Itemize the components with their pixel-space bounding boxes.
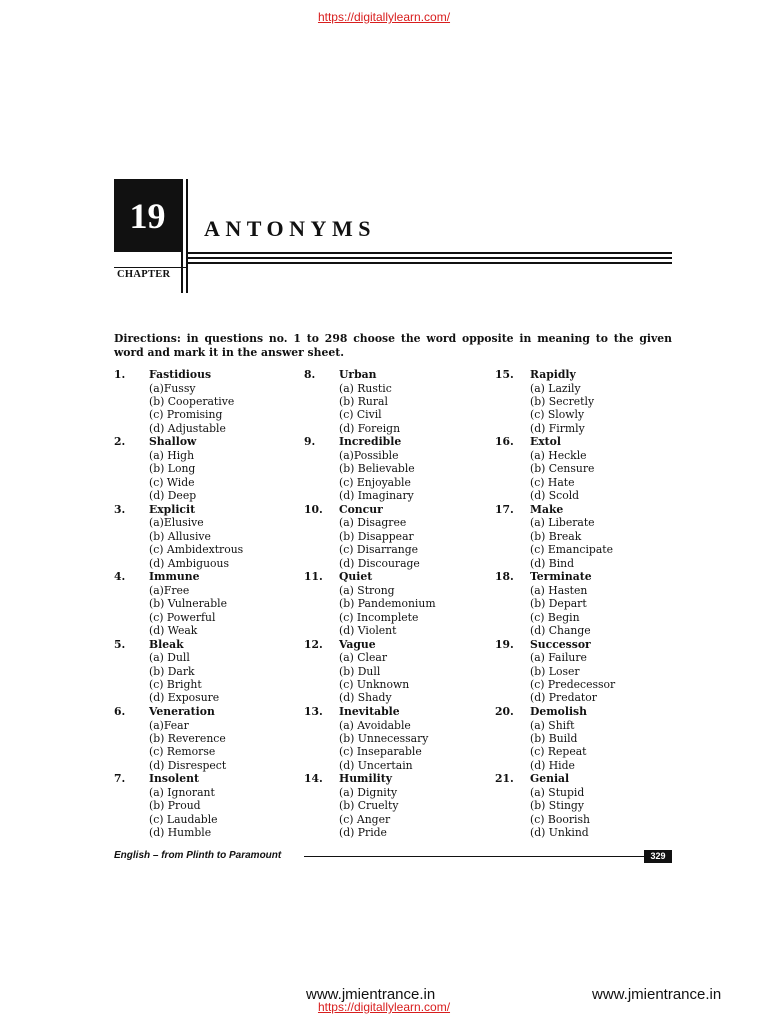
answer-option: (c) Inseparable (339, 745, 422, 759)
watermark-left: www.jmientrance.in (306, 986, 436, 1003)
chapter-number: 19 (114, 179, 181, 252)
question-item (114, 368, 243, 435)
question-item (114, 705, 243, 772)
answer-option: (a) Hasten (530, 583, 588, 597)
answer-option: (a) Liberate (530, 516, 595, 530)
question-heading (304, 570, 436, 584)
answer-option: (a) Clear (339, 651, 387, 665)
question-column-1 (114, 368, 243, 840)
answer-option: (a)Fear (149, 718, 189, 732)
answer-option: (d) Imaginary (339, 489, 414, 503)
question-number: 10. (304, 502, 323, 516)
answer-option: (d) Change (530, 623, 591, 637)
question-heading (304, 435, 436, 449)
option-list (339, 382, 436, 436)
question-heading (495, 435, 615, 449)
question-heading (114, 570, 243, 584)
answer-option: (b) Vulnerable (149, 597, 227, 611)
question-word: Inevitable (339, 704, 400, 718)
question-heading (495, 503, 615, 517)
answer-option: (b) Proud (149, 799, 201, 813)
header-rule (114, 267, 186, 268)
question-number: 12. (304, 637, 323, 651)
chapter-label: CHAPTER (117, 269, 171, 280)
question-number: 17. (495, 502, 514, 516)
question-item (495, 435, 615, 502)
question-item (495, 368, 615, 435)
question-heading (495, 772, 615, 786)
answer-option: (d) Humble (149, 826, 212, 840)
answer-option: (d) Foreign (339, 421, 401, 435)
question-word: Explicit (149, 502, 196, 516)
answer-option: (a) Shift (530, 718, 575, 732)
answer-option: (b) Allusive (149, 529, 211, 543)
question-column-2 (304, 368, 436, 840)
option-list (530, 516, 615, 570)
answer-option: (d) Ambiguous (149, 556, 230, 570)
answer-option: (c) Emancipate (530, 543, 613, 557)
answer-option: (c) Predecessor (530, 677, 616, 691)
option-list (339, 786, 436, 840)
answer-option: (c) Civil (339, 408, 382, 422)
question-heading (304, 638, 436, 652)
answer-option: (b) Believable (339, 462, 415, 476)
question-number: 21. (495, 772, 514, 786)
option-list (530, 382, 615, 436)
question-word: Veneration (149, 704, 215, 718)
question-word: Shallow (149, 435, 197, 449)
answer-option: (c) Promising (149, 408, 223, 422)
answer-option: (c) Powerful (149, 610, 216, 624)
question-item (304, 772, 436, 839)
answer-option: (a) Rustic (339, 381, 392, 395)
option-list (149, 651, 243, 705)
answer-option: (c) Slowly (530, 408, 585, 422)
option-list (339, 449, 436, 503)
answer-option: (a) Disagree (339, 516, 407, 530)
question-heading (304, 368, 436, 382)
question-number: 18. (495, 570, 514, 584)
answer-option: (c) Disarrange (339, 543, 419, 557)
question-word: Make (530, 502, 564, 516)
watermark-right: www.jmientrance.in (592, 986, 722, 1003)
answer-option: (a)Free (149, 583, 190, 597)
question-item (495, 570, 615, 637)
option-list (149, 516, 243, 570)
option-list (149, 449, 243, 503)
question-number: 15. (495, 368, 514, 381)
answer-option: (c) Incomplete (339, 610, 419, 624)
question-heading (304, 772, 436, 786)
question-heading (495, 705, 615, 719)
page-number: 329 (644, 850, 672, 863)
header-rule (186, 257, 672, 259)
question-item (304, 638, 436, 705)
question-item (495, 503, 615, 570)
answer-option: (b) Dark (149, 664, 195, 678)
question-heading (114, 368, 243, 382)
answer-option: (c) Bright (149, 677, 202, 691)
answer-option: (d) Scold (530, 489, 580, 503)
answer-option: (a)Possible (339, 448, 399, 462)
question-heading (495, 570, 615, 584)
answer-option: (b) Build (530, 731, 578, 745)
answer-option: (c) Repeat (530, 745, 587, 759)
question-word: Successor (530, 637, 591, 651)
question-word: Bleak (149, 637, 184, 651)
question-heading (114, 705, 243, 719)
question-item (304, 368, 436, 435)
question-number: 4. (114, 570, 126, 584)
answer-option: (d) Weak (149, 623, 198, 637)
option-list (530, 719, 615, 773)
option-list (149, 382, 243, 436)
question-number: 19. (495, 637, 514, 651)
question-word: Quiet (339, 570, 373, 584)
question-item (495, 705, 615, 772)
question-number: 8. (304, 368, 316, 381)
answer-option: (a) Heckle (530, 448, 587, 462)
question-item (304, 503, 436, 570)
answer-option: (a) Ignorant (149, 785, 215, 799)
directions-text: Directions: in questions no. 1 to 298 choose the word opposite in meaning to the given word and mark it in the answer sheet. (114, 332, 672, 359)
answer-option: (d) Violent (339, 623, 397, 637)
answer-option: (d) Unkind (530, 826, 589, 840)
question-heading (114, 638, 243, 652)
answer-option: (a) Failure (530, 651, 587, 665)
question-heading (114, 772, 243, 786)
question-item (495, 638, 615, 705)
question-number: 2. (114, 435, 126, 449)
question-item (114, 503, 243, 570)
question-word: Immune (149, 570, 200, 584)
answer-option: (c) Anger (339, 812, 391, 826)
option-list (339, 516, 436, 570)
answer-option: (c) Remorse (149, 745, 216, 759)
answer-option: (d) Hide (530, 758, 575, 772)
question-item (114, 435, 243, 502)
answer-option: (d) Discourage (339, 556, 420, 570)
option-list (339, 651, 436, 705)
answer-option: (b) Cooperative (149, 394, 235, 408)
answer-option: (b) Unnecessary (339, 731, 429, 745)
answer-option: (d) Uncertain (339, 758, 413, 772)
answer-option: (b) Stingy (530, 799, 584, 813)
option-list (530, 584, 615, 638)
answer-option: (c) Unknown (339, 677, 410, 691)
option-list (149, 584, 243, 638)
answer-option: (a) Strong (339, 583, 395, 597)
answer-option: (d) Adjustable (149, 421, 226, 435)
question-item (495, 772, 615, 839)
answer-option: (d) Firmly (530, 421, 585, 435)
question-number: 1. (114, 368, 126, 381)
option-list (530, 449, 615, 503)
question-word: Rapidly (530, 368, 576, 381)
answer-option: (c) Begin (530, 610, 580, 624)
chapter-title: ANTONYMS (204, 216, 376, 241)
question-item (114, 638, 243, 705)
footer-book-title: English – from Plinth to Paramount (114, 850, 282, 861)
answer-option: (a) Lazily (530, 381, 581, 395)
question-number: 7. (114, 772, 126, 786)
question-heading (495, 638, 615, 652)
answer-option: (c) Wide (149, 475, 195, 489)
header-rule (186, 252, 672, 254)
question-word: Incredible (339, 435, 402, 449)
question-heading (114, 503, 243, 517)
question-number: 13. (304, 704, 323, 718)
answer-option: (c) Boorish (530, 812, 590, 826)
question-item (304, 705, 436, 772)
question-heading (495, 368, 615, 382)
footer-rule (304, 856, 644, 857)
question-heading (304, 705, 436, 719)
question-item (304, 435, 436, 502)
answer-option: (d) Exposure (149, 691, 220, 705)
answer-option: (d) Shady (339, 691, 392, 705)
answer-option: (b) Dull (339, 664, 381, 678)
question-heading (304, 503, 436, 517)
answer-option: (c) Enjoyable (339, 475, 411, 489)
answer-option: (c) Hate (530, 475, 575, 489)
answer-option: (a) High (149, 448, 195, 462)
option-list (530, 651, 615, 705)
source-link-bottom[interactable]: https://digitallylearn.com/ (317, 1000, 451, 1014)
question-word: Fastidious (149, 368, 212, 381)
option-list (339, 584, 436, 638)
question-word: Urban (339, 368, 377, 381)
source-link-top[interactable]: https://digitallylearn.com/ (317, 10, 451, 24)
question-word: Concur (339, 502, 383, 516)
answer-option: (b) Cruelty (339, 799, 399, 813)
question-word: Vague (339, 637, 376, 651)
answer-option: (b) Long (149, 462, 196, 476)
option-list (530, 786, 615, 840)
question-word: Demolish (530, 704, 587, 718)
answer-option: (b) Disappear (339, 529, 414, 543)
answer-option: (b) Depart (530, 597, 587, 611)
question-number: 16. (495, 435, 514, 449)
question-word: Genial (530, 772, 570, 786)
answer-option: (c) Laudable (149, 812, 218, 826)
question-heading (114, 435, 243, 449)
answer-option: (a)Elusive (149, 516, 204, 530)
answer-option: (b) Rural (339, 394, 388, 408)
header-divider (186, 179, 188, 293)
header-rule (186, 262, 672, 264)
question-item (304, 570, 436, 637)
answer-option: (a) Dignity (339, 785, 398, 799)
answer-option: (b) Reverence (149, 731, 226, 745)
question-number: 20. (495, 704, 514, 718)
option-list (149, 786, 243, 840)
question-word: Extol (530, 435, 561, 449)
answer-option: (a) Stupid (530, 785, 585, 799)
answer-option: (a) Dull (149, 651, 190, 665)
question-number: 11. (304, 570, 323, 584)
question-number: 3. (114, 502, 126, 516)
question-number: 9. (304, 435, 316, 449)
answer-option: (d) Pride (339, 826, 387, 840)
answer-option: (b) Break (530, 529, 582, 543)
answer-option: (d) Disrespect (149, 758, 227, 772)
question-number: 14. (304, 772, 323, 786)
question-item (114, 570, 243, 637)
question-word: Humility (339, 772, 393, 786)
option-list (149, 719, 243, 773)
answer-option: (a)Fussy (149, 381, 196, 395)
answer-option: (b) Pandemonium (339, 597, 436, 611)
answer-option: (c) Ambidextrous (149, 543, 244, 557)
question-word: Insolent (149, 772, 199, 786)
answer-option: (d) Deep (149, 489, 197, 503)
header-divider (181, 179, 183, 293)
question-item (114, 772, 243, 839)
answer-option: (a) Avoidable (339, 718, 411, 732)
answer-option: (b) Loser (530, 664, 580, 678)
question-column-3 (495, 368, 615, 840)
question-word: Terminate (530, 570, 592, 584)
question-number: 6. (114, 704, 126, 718)
answer-option: (b) Censure (530, 462, 595, 476)
answer-option: (d) Predator (530, 691, 597, 705)
answer-option: (b) Secretly (530, 394, 595, 408)
answer-option: (d) Bind (530, 556, 575, 570)
question-number: 5. (114, 637, 126, 651)
option-list (339, 719, 436, 773)
